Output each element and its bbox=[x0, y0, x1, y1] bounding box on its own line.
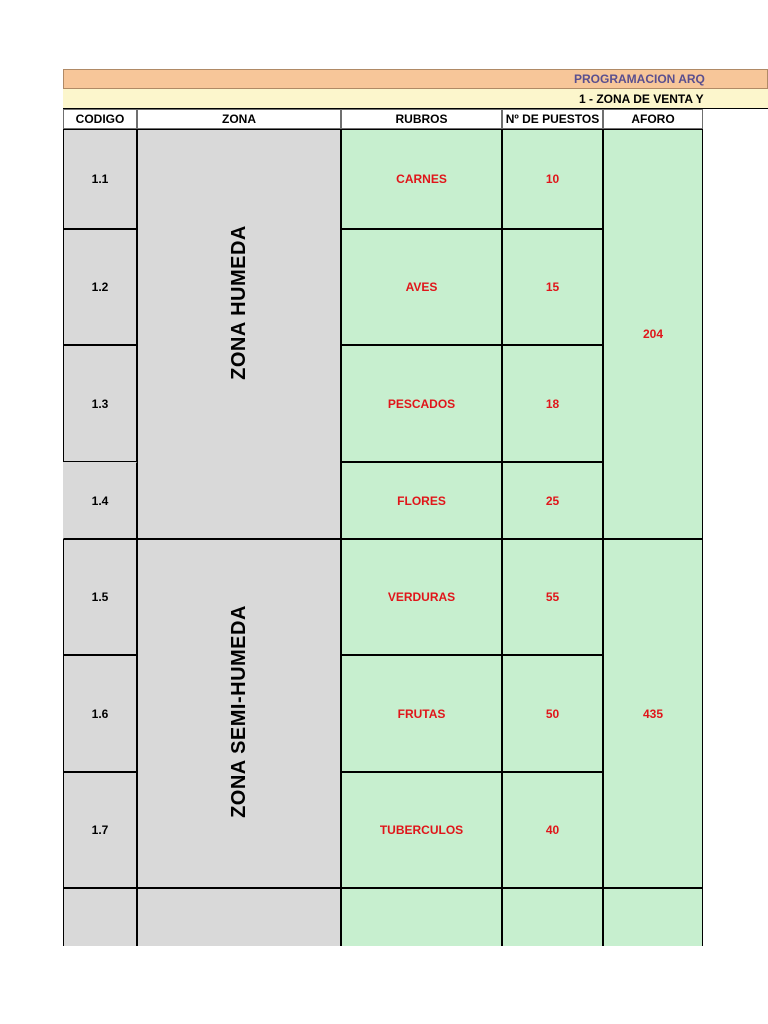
codigo-cell: 1.2 bbox=[63, 229, 137, 345]
rubro-cell: FRUTAS bbox=[341, 655, 502, 772]
rubro-cell: AVES bbox=[341, 229, 502, 345]
zone-label-semi-humeda: ZONA SEMI-HUMEDA bbox=[227, 605, 250, 818]
rubro-cell: TUBERCULOS bbox=[341, 772, 502, 888]
rubro-cell: CARNES bbox=[341, 129, 502, 229]
aforo-cell-semi-humeda: 435 bbox=[603, 539, 703, 888]
zone-cell-semi-humeda bbox=[137, 539, 341, 888]
header-aforo: AFORO bbox=[603, 109, 703, 129]
puestos-cell: 40 bbox=[502, 772, 603, 888]
puestos-cell: 50 bbox=[502, 655, 603, 772]
rubro-cell: PESCADOS bbox=[341, 345, 502, 462]
puestos-cell: 18 bbox=[502, 345, 603, 462]
rubro-cell-empty bbox=[341, 888, 502, 946]
puestos-cell: 15 bbox=[502, 229, 603, 345]
codigo-cell: 1.4 bbox=[63, 462, 137, 539]
header-zona: ZONA bbox=[137, 109, 341, 129]
puestos-cell-empty bbox=[502, 888, 603, 946]
section-subtitle-band: 1 - ZONA DE VENTA Y bbox=[63, 89, 768, 109]
puestos-cell: 10 bbox=[502, 129, 603, 229]
codigo-cell: 1.7 bbox=[63, 772, 137, 888]
codigo-cell: 1.3 bbox=[63, 345, 137, 462]
zone-label-humeda: ZONA HUMEDA bbox=[227, 224, 250, 380]
rubro-cell: FLORES bbox=[341, 462, 502, 539]
header-codigo: CODIGO bbox=[63, 109, 137, 129]
codigo-cell: 1.1 bbox=[63, 129, 137, 229]
codigo-cell: 1.5 bbox=[63, 539, 137, 655]
header-rubros: RUBROS bbox=[341, 109, 502, 129]
rubro-cell: VERDURAS bbox=[341, 539, 502, 655]
codigo-cell-empty bbox=[63, 888, 137, 946]
zone-cell-humeda bbox=[137, 129, 341, 539]
codigo-cell: 1.6 bbox=[63, 655, 137, 772]
zone-cell-empty bbox=[137, 888, 341, 946]
aforo-cell-empty bbox=[603, 888, 703, 946]
header-puestos: Nº DE PUESTOS bbox=[502, 109, 603, 129]
aforo-cell-humeda: 204 bbox=[603, 129, 703, 539]
sheet-title-band: PROGRAMACION ARQ bbox=[63, 69, 768, 89]
puestos-cell: 55 bbox=[502, 539, 603, 655]
puestos-cell: 25 bbox=[502, 462, 603, 539]
